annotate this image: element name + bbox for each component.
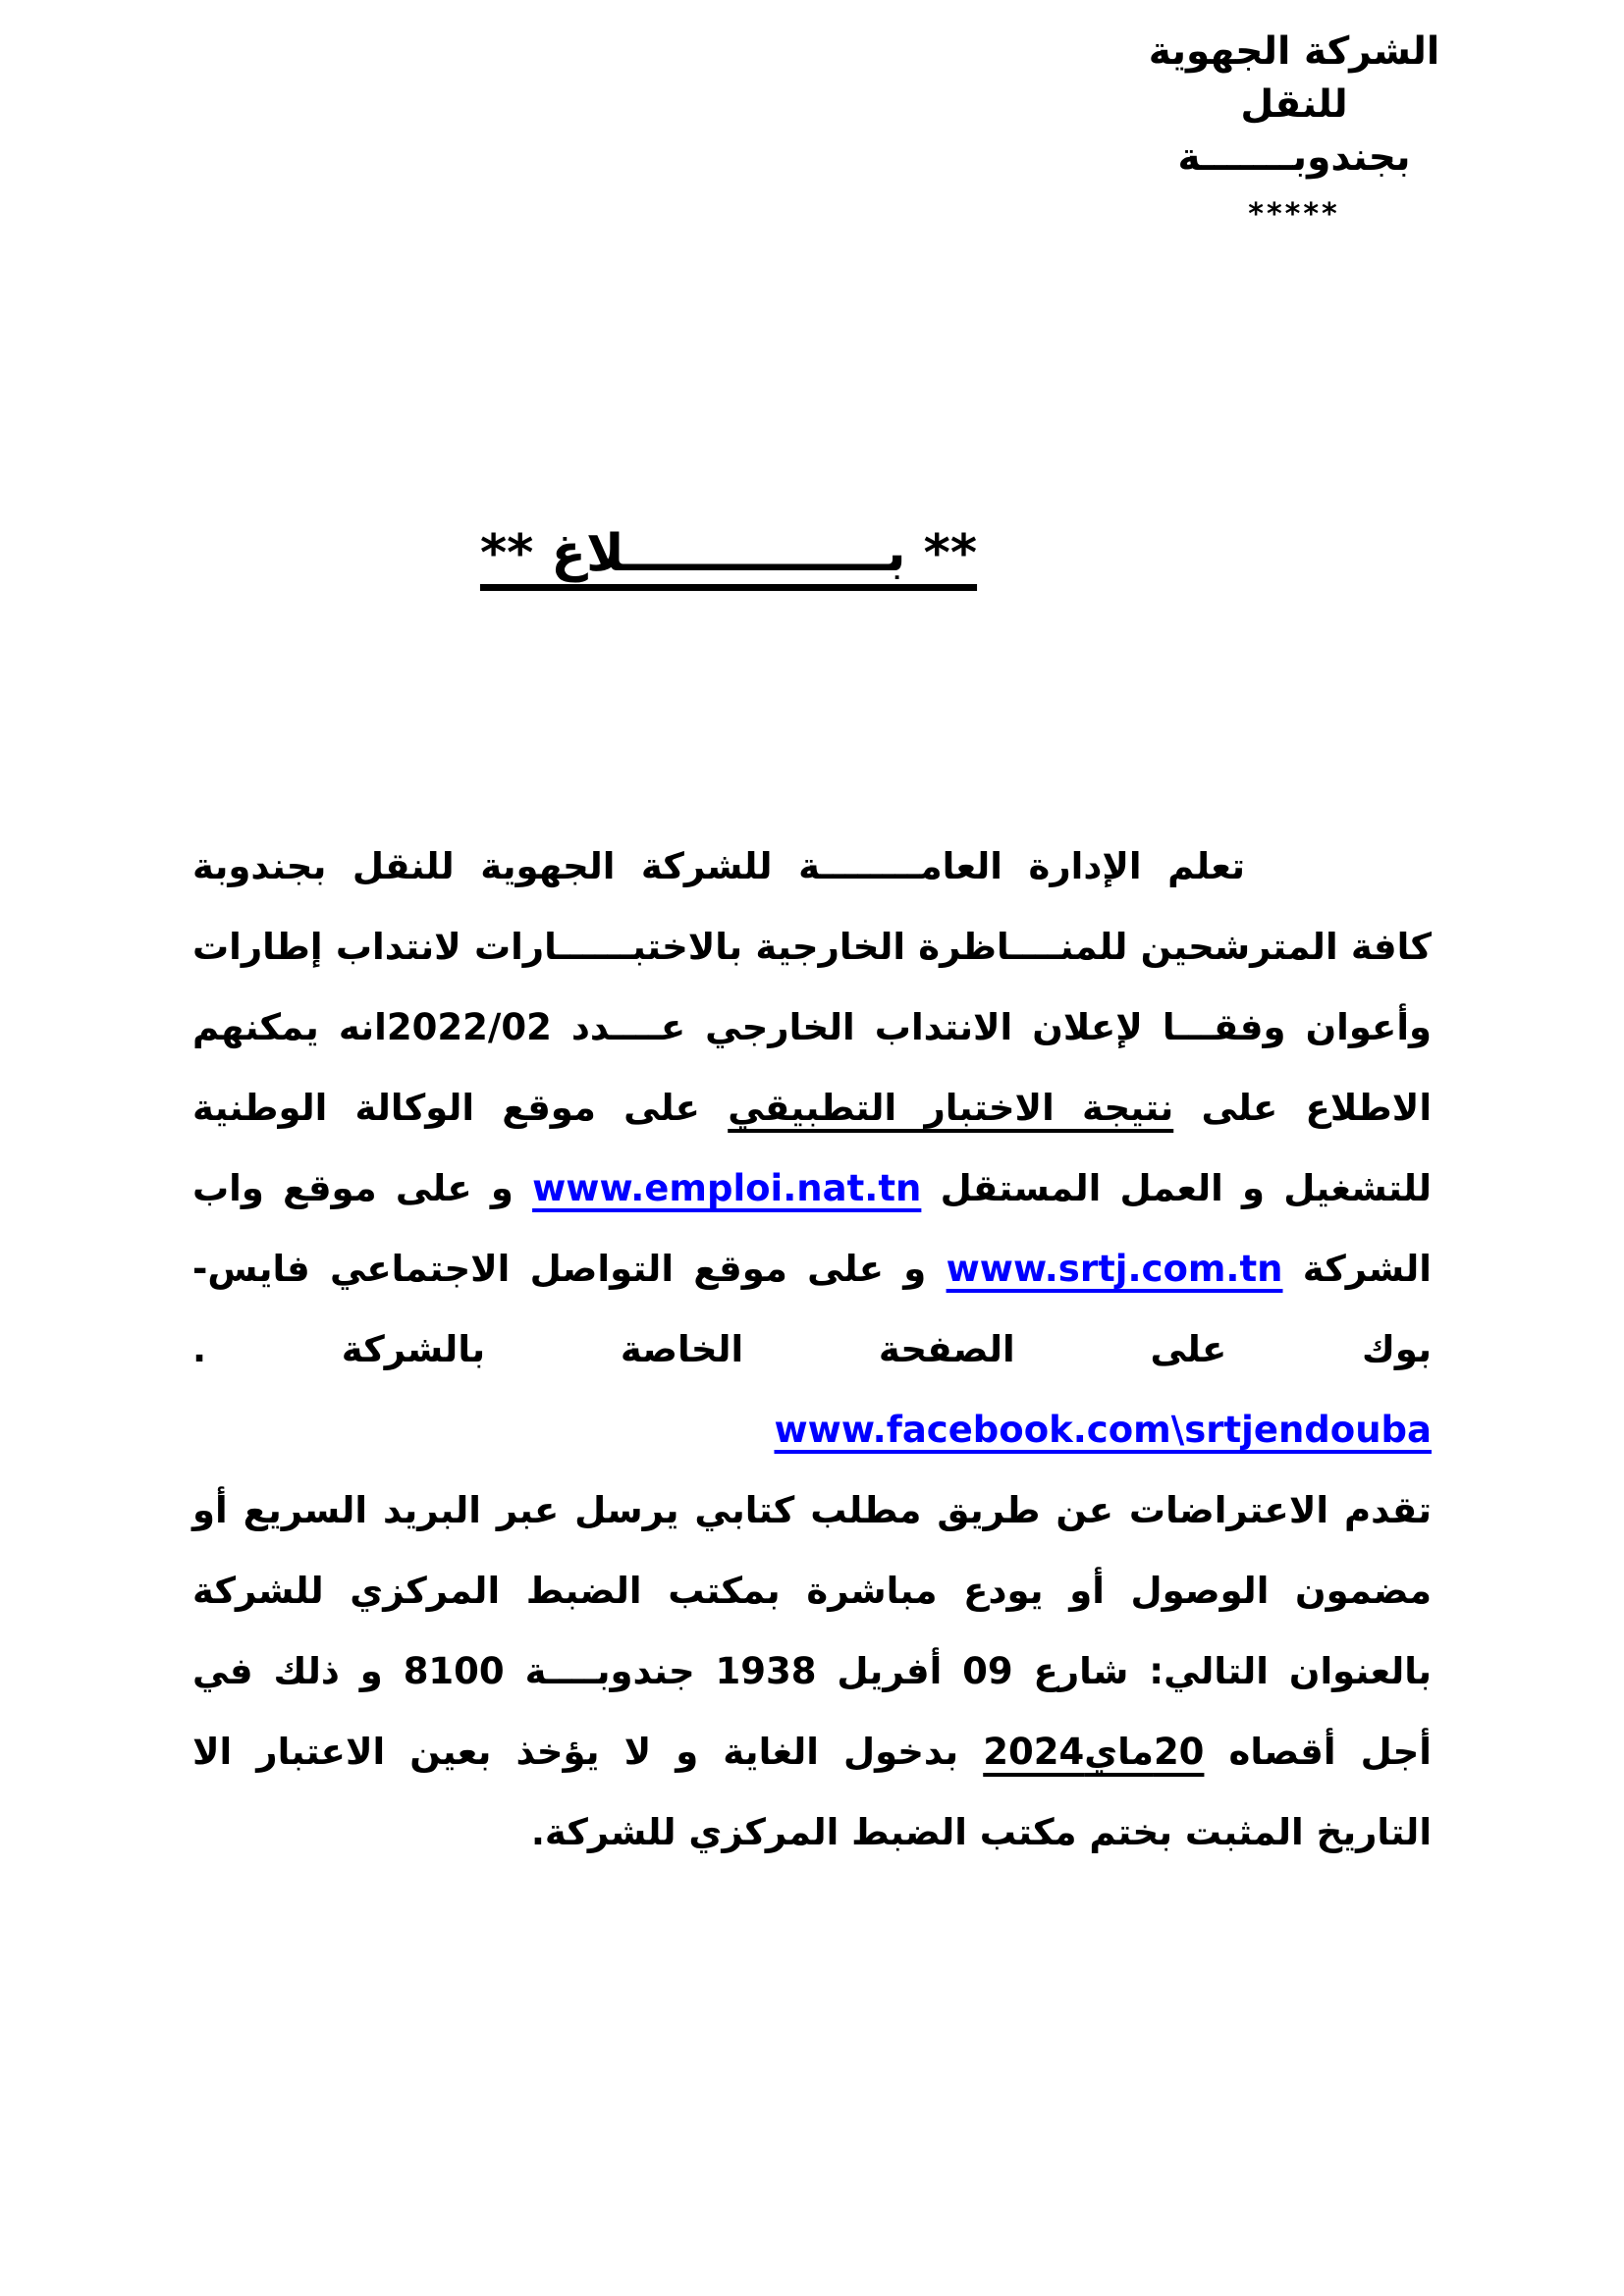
p1-mid1-text: على موقع الوكالة الوطنية للتشغيل و العمل المستقل: [192, 1087, 1433, 1209]
p1-mid3-text: و على موقع التواصل الاجتماعي فايس-بوك على الصفحة الخاصة بالشركة .: [192, 1248, 1432, 1370]
p1-underlined-test-result: نتيجة الاختبار التطبيقي: [728, 1087, 1174, 1129]
paragraph-objections: [192, 1470, 1432, 1873]
facebook-page-link[interactable]: www.facebook.com\srtjendouba: [774, 1409, 1432, 1451]
company-name-line2: بجندوبـــــــة: [1177, 135, 1411, 180]
letterhead-stars-divider: *****: [1248, 197, 1340, 232]
paragraph-announcement: [192, 827, 1432, 1470]
p1-intro-text: تعلم الإدارة العامــــــــة للشركة الجهوية للنقل بجندوبة كافة المترشحين للمنــــاظرة الخارجية بالاختبــــــارات لانتداب إطارات وأعوان وفقـــا لإعلان الانتداب الخارجي عــــدد 2022/02انه يمكنهم الاطلاع على: [192, 845, 1433, 1129]
communique-title: [0, 518, 1457, 589]
company-name-line1: الشركة الجهوية للنقل: [1148, 29, 1440, 127]
emploi-website-link[interactable]: www.emploi.nat.tn: [532, 1167, 922, 1209]
srtj-website-link[interactable]: www.srtj.com.tn: [946, 1248, 1283, 1290]
p2-intro-text: تقدم الاعتراضات عن طريق مطلب كتابي يرسل عبر البريد السريع أو مضمون الوصول أو يودع مباشرة بمكتب الضبط المركزي للشركة بالعنوان التالي: شارع 09 أفريل 1938 جندوبــــة 8100 و ذلك في أجل أقصاه: [192, 1489, 1433, 1773]
p1-mid2-text: و على موقع واب الشركة: [192, 1167, 1432, 1290]
letterhead: [1147, 26, 1441, 230]
p2-end-text: بدخول الغاية و لا يؤخذ بعين الاعتبار الا التاريخ المثبت بختم مكتب الضبط المركزي للشركة.: [192, 1731, 1432, 1853]
communique-title-text: ** بـــــــــــــــلاغ **: [479, 524, 978, 583]
document-body: [192, 827, 1432, 1873]
p2-underlined-deadline-date: 20ماي2024: [983, 1731, 1205, 1773]
